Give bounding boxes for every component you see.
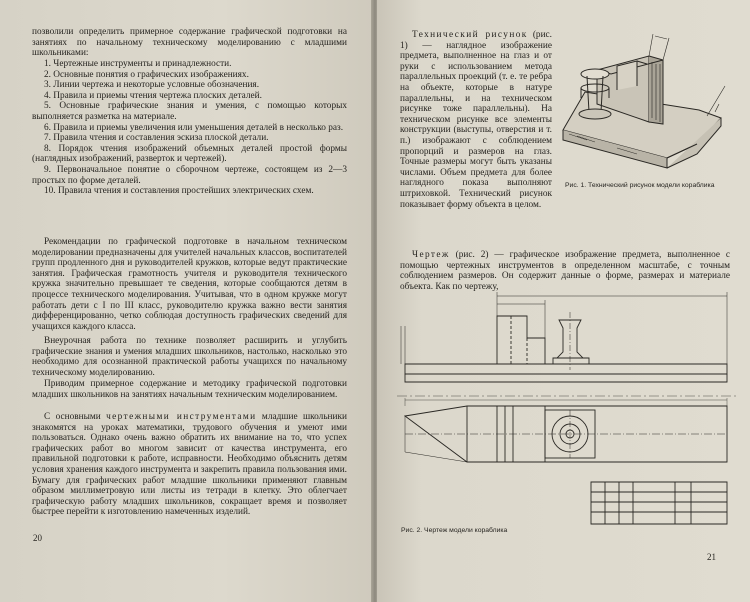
list-item: 10. Правила чтения и составления простейших электрических схем. [44,186,314,197]
list-item: 4. Правила и приемы чтения чертежа плоских деталей. [44,90,262,101]
boat-orthographic-drawing [397,286,737,526]
drawing-term: Чертеж [412,250,450,260]
list-item: 1. Чертежные инструменты и принадлежности. [44,59,232,69]
list-item: 8. Порядок чтения изображений объемных деталей простой формы (наглядных изображений, разверток и чертежей). [32,143,347,165]
recommendations-paragraph: Рекомендации по графической подготовке в начальном техническом моделировании предназначены для учителей начальных классов, воспитателей групп продленного дня и руководителей кружков, которые ведут практические занятия. Графическая грамотность учителя и руководителя технического кружка значительно превышает те сведения, которые сообщаются детям в процессе технического моделирования. Учитывая, что в одном кружке могут работать дети с I по III класс, руководителю кружка важно вести занятия дифференцированно, четко соблюдая доступность графических сведений для учащихся каждого класса. [32,237,347,332]
figure-1-caption: Рис. 1. Технический рисунок модели кораблика [565,182,715,189]
page-number-left: 20 [33,533,42,543]
page-number-right: 21 [707,552,716,562]
figure-2-caption: Рис. 2. Чертеж модели кораблика [401,527,508,534]
extracurricular-paragraph: Внеурочная работа по технике позволяет расширить и углубить графические знания и умения младших школьников, настолько, насколько это необходимо для осознанной практической работы учащихся по начальному техническому моделированию. [32,336,347,378]
technical-drawing-term: Технический рисунок [412,30,528,40]
technical-drawing-paragraph: Технический рисунок (рис. 1) — наглядное изображение предмета, выполненное на глаз и от руки с использованием метода параллельных проекций (т. е. те ребра на объекте, которые в натуре параллельны, и на техническом рисунке тоже параллельны). На техническом рисунке все элементы конструкции (выступы, отверстия и т. п.) изображают с соблюдением пропорций и размеров на глаз. Точные размеры могут быть указаны числами. Объем предмета для более наглядного показа выполняют штриховкой. Технический рисунок показывает форму объекта в целом. [400,30,552,210]
boat-sketch-figure [557,26,727,176]
list-item: 5. Основные графические знания и умения, с помощью которых выполняется разметка на материале. [32,101,347,122]
right-page [377,0,750,602]
emphasized-term: чертежными инструментами [106,412,257,422]
drawing-paragraph: Чертеж (рис. 2) — графическое изображение предмета, выполненное с помощью чертежных инструментов в определенном масштабе, с точным соблюдением размеров. Он содержит данные о форме, размерах и материале объекта. Как по чертежу, [400,250,730,292]
list-item: 9. Первоначальное понятие о сборочном чертеже, состоящем из 2—3 простых по форме деталей. [32,164,347,186]
list-item: 3. Линии чертежа и некоторые условные обозначения. [44,80,260,91]
list-item: 7. Правила чтения и составления эскиза плоской детали. [44,133,269,144]
list-item: 2. Основные понятия о графических изображениях. [44,69,249,80]
left-page [0,0,373,602]
list-item: 6. Правила и приемы увеличения или уменьшения деталей в несколько раз. [44,122,344,133]
instruments-paragraph: С основными чертежными инструментами младшие школьники знакомятся на уроках математики, трудового обучения и умеют ими пользоваться. Однако очень важно обратить их внимание на то, что успех графических работ во многом зависит от качества инструмента, его правильной подготовки к работе, исправности. Необходимо объяснить детям условия хранения каждого инструмента и закрепить правила пользования ими. Бумагу для графических работ младшие школьники применяют главным образом миллиметровую или листы из тетради в клетку. Это облегчает графическую работу младших школьников, сокращает время и позволяет быстрее перейти к изготовлению намеченных изделий. [32,412,348,518]
intro-paragraph: позволили определить примерное содержание графической подготовки на занятиях по начальному техническому моделированию с младшими школьниками: [32,27,347,59]
topics-list [32,59,347,197]
content-paragraph: Приводим примерное содержание и методику графической подготовки младших школьников на занятиях начальным техническим моделированием. [32,379,347,400]
